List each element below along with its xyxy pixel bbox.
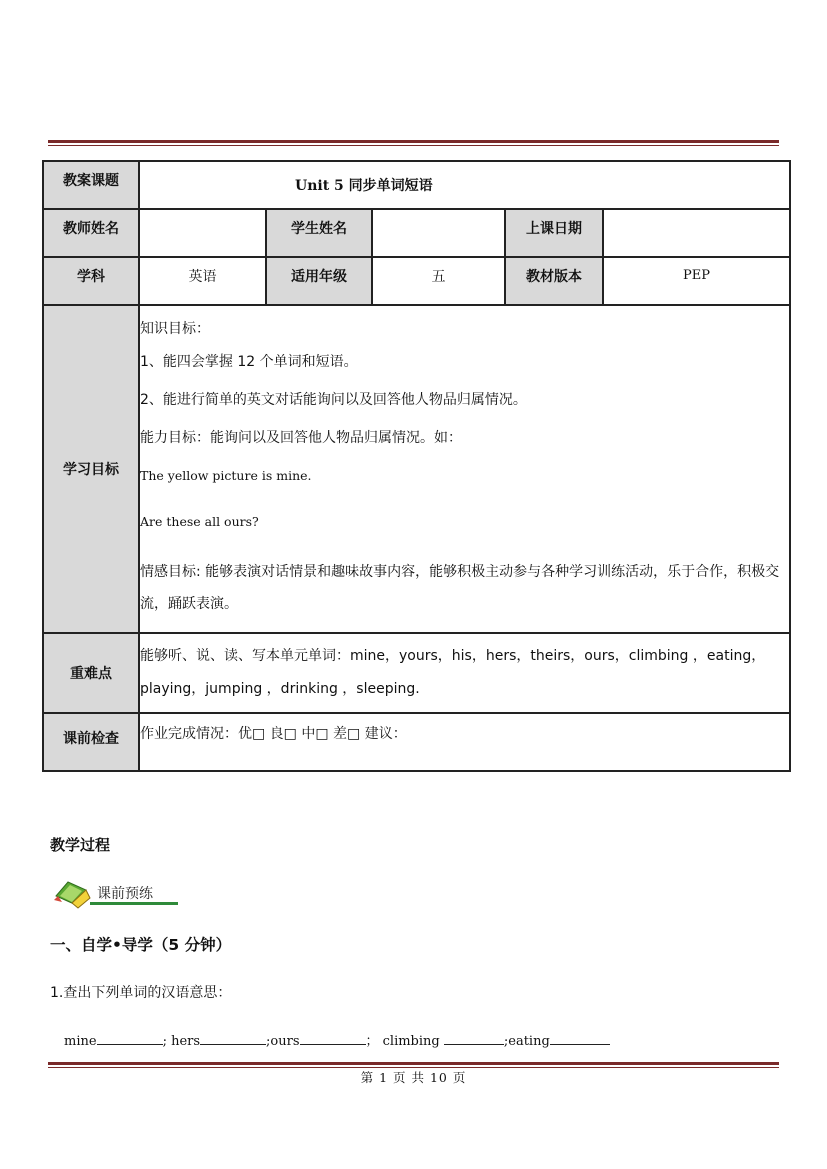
blank-input[interactable]	[300, 1031, 366, 1045]
grade-value: 五	[372, 257, 505, 305]
key-points-text: 能够听、说、读、写本单元单词：mine，yours，his，hers，theirs，ours，climbing ，eating，playing，jumping ，drinking ，sleeping.	[139, 633, 790, 713]
blank-word-ours: ;ours	[266, 1034, 300, 1049]
student-value[interactable]	[372, 209, 505, 257]
goals-example-line: The yellow picture is mine.	[140, 467, 312, 483]
row-topic	[43, 161, 790, 209]
goals-content	[139, 305, 790, 633]
student-label: 学生姓名	[266, 209, 372, 257]
date-value[interactable]	[603, 209, 790, 257]
blank-word-climbing: ； climbing	[365, 1034, 440, 1049]
blank-input[interactable]	[200, 1031, 266, 1045]
topic-title: Unit 5 同步单词短语	[295, 178, 433, 194]
process-title: 教学过程	[50, 836, 111, 854]
blank-word-hers: ; hers	[162, 1034, 201, 1049]
lesson-plan-table	[42, 160, 791, 772]
date-label: 上课日期	[505, 209, 603, 257]
goals-line: 1、能四会掌握 12 个单词和短语。	[140, 353, 358, 370]
topic-label: 教案课题	[43, 161, 139, 209]
subject-label: 学科	[43, 257, 139, 305]
blank-input[interactable]	[97, 1031, 163, 1045]
goals-line: 情感目标: 能够表演对话情景和趣味故事内容，能够积极主动参与各种学习训练活动，乐于合作，积极交流，踊跃表演。	[140, 563, 780, 612]
word-blanks	[64, 1030, 610, 1049]
row-key-points	[43, 633, 790, 713]
teacher-label: 教师姓名	[43, 209, 139, 257]
key-points-label: 重难点	[43, 633, 139, 713]
blank-input[interactable]	[550, 1031, 610, 1045]
edition-label: 教材版本	[505, 257, 603, 305]
subject-value: 英语	[139, 257, 266, 305]
precheck-label: 课前检查	[43, 713, 139, 771]
teacher-value[interactable]	[139, 209, 266, 257]
blank-word-eating: ;eating	[503, 1034, 550, 1049]
header-rule	[48, 140, 779, 146]
goals-line: 能力目标：能询问以及回答他人物品归属情况。如：	[140, 429, 462, 446]
blank-word-mine: mine	[64, 1034, 97, 1049]
page-footer: 第 1 页 共 10 页	[360, 1070, 467, 1085]
goals-label: 学习目标	[43, 305, 139, 633]
blank-input[interactable]	[444, 1031, 504, 1045]
edition-value: PEP	[603, 257, 790, 305]
topic-value	[139, 161, 790, 209]
precheck-text: 作业完成情况：优□ 良□ 中□ 差□ 建议：	[139, 713, 790, 771]
row-precheck	[43, 713, 790, 771]
goals-example-line: Are these all ours?	[140, 513, 259, 529]
question-1: 1.查出下列单词的汉语意思：	[50, 985, 232, 1001]
badge-label: 课前预练	[97, 886, 153, 902]
goals-line: 知识目标：	[140, 320, 210, 337]
row-goals	[43, 305, 790, 633]
self-study-heading: 一、自学•导学（5 分钟）	[50, 936, 232, 954]
goals-line: 2、能进行简单的英文对话能询问以及回答他人物品归属情况。	[140, 391, 527, 408]
grade-label: 适用年级	[266, 257, 372, 305]
row-subject	[43, 257, 790, 305]
row-names	[43, 209, 790, 257]
